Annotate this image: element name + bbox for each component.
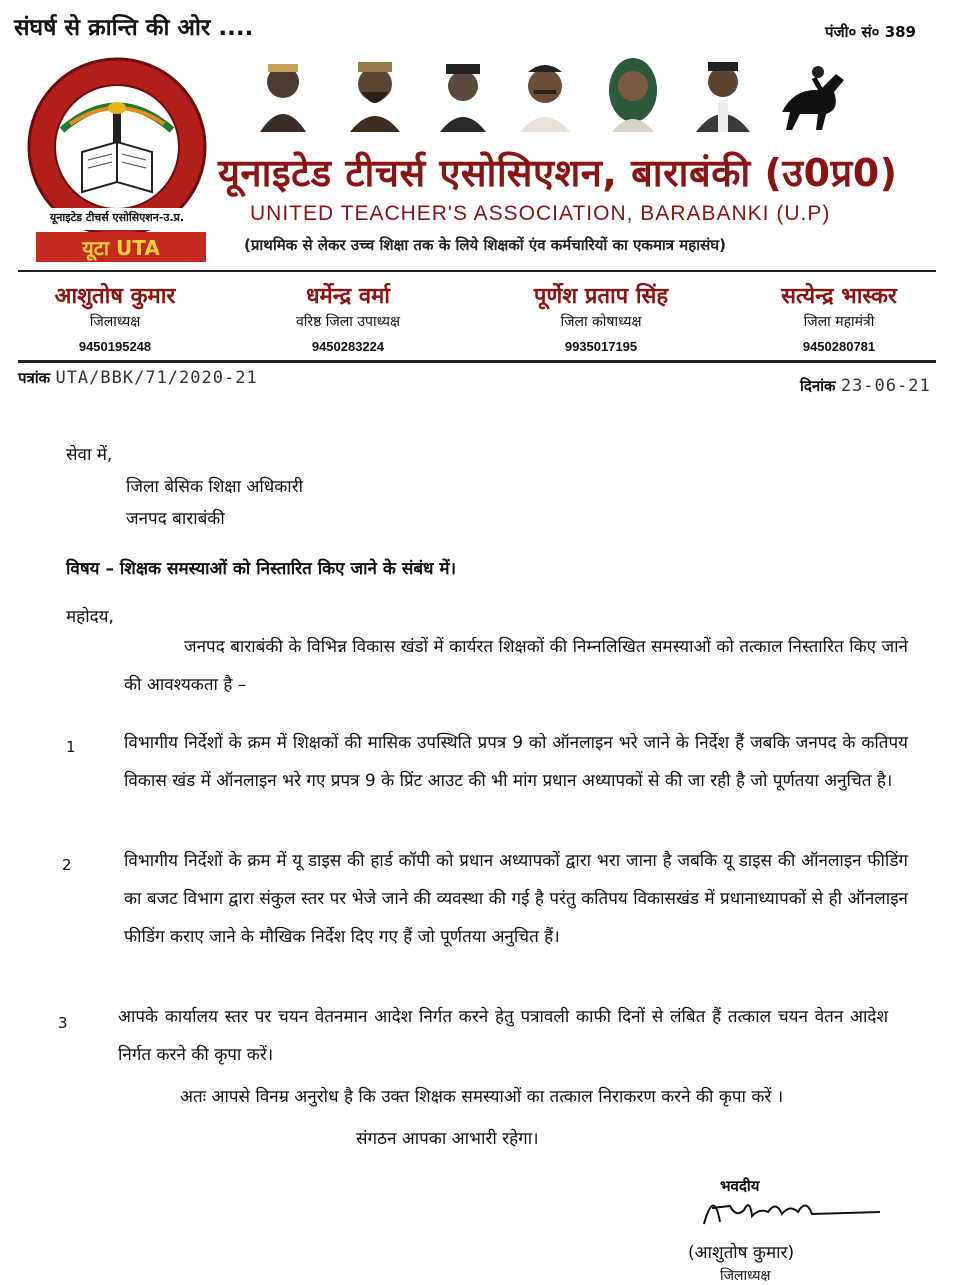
portrait-image: [340, 52, 410, 132]
item-text: विभागीय निर्देशों के क्रम में शिक्षकों की मासिक उपस्थिति प्रपत्र 9 को ऑनलाइन भरे जाने के निर्देश हैं जबकि जनपद के कतिपय विकास खंड में ऑनलाइन भरे गए प्रपत्र 9 के प्रिंट आउट की भी मांग प्रधान अध्यापकों से की जा रही है जो पूर्णतया अनुचित है।: [124, 733, 908, 791]
office-bearer-title: वरिष्ठ जिला उपाध्यक्ष: [295, 314, 401, 330]
org-name-hindi: यूनाइटेड टीचर्स एसोसिएशन, बाराबंकी (उ0प्र0): [218, 151, 898, 195]
date-label: दिनांक: [800, 377, 836, 395]
date-value: 23-06-21: [840, 376, 931, 396]
logo-inner-text: यूनाइटेड टीचर्स एसोसिएशन-उ.प्र.: [49, 211, 185, 224]
closing-request: अतः आपसे विनम्र अनुरोध है कि उक्त शिक्षक समस्याओं का तत्काल निराकरण करने की कृपा करें ।: [180, 1087, 784, 1107]
office-bearer: [486, 280, 716, 354]
office-bearer-name: धर्मेन्द्र वर्मा: [306, 284, 390, 309]
office-bearer-name: आशुतोष कुमार: [54, 284, 176, 309]
office-bearer-title: जिला महामंत्री: [803, 314, 875, 330]
office-bearer-name: पूर्णेश प्रताप सिंह: [533, 284, 669, 309]
portrait-image: [688, 52, 758, 132]
org-description: (प्राथमिक से लेकर उच्च शिक्षा तक के लिये शिक्षकों एंव कर्मचारियों का एकमात्र महासंघ): [244, 236, 726, 254]
office-bearer-phone: 9450283224: [311, 339, 385, 354]
registration-number: पंजी० सं० 389: [824, 23, 916, 41]
reference-value: UTA/BBK/71/2020-21: [55, 368, 258, 388]
recipient-designation: जिला बेसिक शिक्षा अधिकारी: [126, 477, 304, 497]
closing-thanks: संगठन आपका आभारी रहेगा।: [356, 1129, 539, 1149]
recipient-district: जनपद बाराबंकी: [126, 509, 225, 529]
header-divider: [18, 270, 936, 272]
logo-badge-text: यूटा UTA: [82, 236, 160, 260]
intro-paragraph: जनपद बाराबंकी के विभिन्न विकास खंडों में कार्यरत शिक्षकों की निम्नलिखित समस्याओं को तत्काल निस्तारित किए जाने की आवश्यकता है –: [124, 637, 908, 695]
office-bearer-phone: 9935017195: [564, 339, 638, 354]
letter-date: [800, 376, 931, 396]
item-text: आपके कार्यालय स्तर पर चयन वेतनमान आदेश निर्गत करने हेतु पत्रावली काफी दिनों से लंबित हैं तत्काल चयन वेतन आदेश निर्गत करने की कृपा करें।: [118, 1007, 888, 1065]
office-bearer: [233, 280, 463, 354]
item-number: 2: [62, 856, 72, 874]
portrait-image: [598, 52, 668, 132]
office-bearer-title: जिलाध्यक्ष: [89, 314, 141, 330]
office-bearer-phone: 9450280781: [802, 339, 876, 354]
valediction: भवदीय: [720, 1177, 760, 1195]
tagline: संघर्ष से क्रान्ति की ओर ....: [14, 15, 254, 41]
item-text: विभागीय निर्देशों के क्रम में यू डाइस की हार्ड कॉपी को प्रधान अध्यापकों द्वारा भरा जाना है जबकि यू डाइस की ऑनलाइन फीडिंग का बजट विभाग द्वारा संकुल स्तर पर भेजे जाने की व्यवस्था की गई है परंतु कतिपय विकासखंड में प्रधानाध्यापकों से ही ऑनलाइन फीडिंग कराए जाने के मौखिक निर्देश दिए गए हैं जो पूर्णतया अनुचित हैं।: [124, 851, 908, 947]
item-number: 1: [66, 738, 76, 756]
subject-line: विषय – शिक्षक समस्याओं को निस्तारित किए जाने के संबंध में।: [66, 559, 457, 579]
reference-label: पत्रांक: [18, 369, 51, 387]
portrait-image: [428, 52, 498, 132]
office-bearer-name: सत्येन्द्र भास्कर: [781, 284, 897, 309]
reference-number: [18, 368, 258, 388]
office-bearer-phone: 9450195248: [78, 339, 152, 354]
signature: [690, 1178, 890, 1238]
portrait-row: [248, 52, 858, 132]
org-name-english: UNITED TEACHER'S ASSOCIATION, BARABANKI (U.P): [250, 202, 831, 225]
signatory-name: (आशुतोष कुमार): [688, 1243, 795, 1263]
portrait-image: [510, 52, 580, 132]
letterhead-divider: [18, 360, 936, 363]
portrait-image: [248, 52, 318, 132]
horse-rider-image: [774, 52, 858, 132]
office-bearer-title: जिला कोषाध्यक्ष: [560, 314, 642, 330]
office-bearer: [724, 280, 954, 354]
office-bearer: [0, 280, 230, 354]
uta-logo: [22, 52, 212, 264]
salutation-to: सेवा में,: [66, 445, 113, 465]
item-number: 3: [58, 1014, 68, 1032]
signatory-title: जिलाध्यक्ष: [720, 1268, 771, 1284]
greeting: महोदय,: [66, 607, 114, 627]
